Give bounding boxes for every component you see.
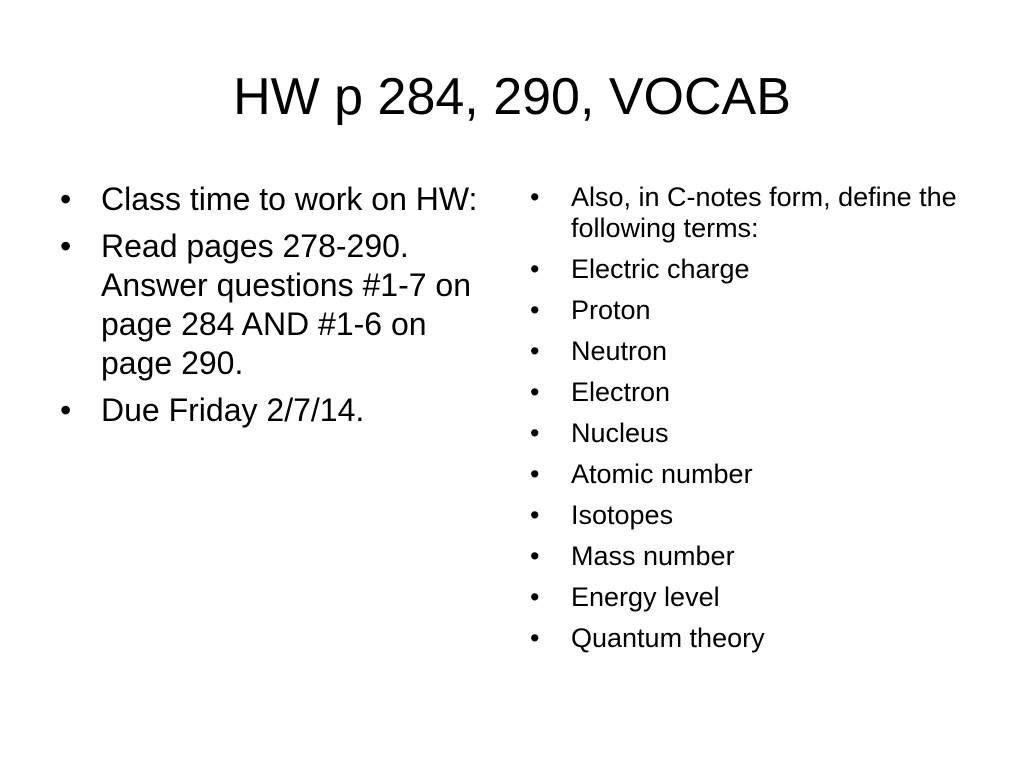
bullet-item-instructions: • Also, in C-notes form, define the following terms: [530,182,980,244]
right-bullet-list [530,182,980,663]
vocab-item-proton: • Proton [530,294,980,326]
slide-title: HW p 284, 290, VOCAB [233,68,791,126]
vocab-item-electric-charge: • Electric charge [530,253,980,285]
bullet-item-class-time: • Class time to work on HW: [60,180,480,219]
vocab-item-mass-number: • Mass number [530,540,980,572]
bullet-item-read-pages: • Read pages 278-290. Answer questions #1-7 on page 284 AND #1-6 on page 290. [60,227,480,383]
vocab-item-neutron: • Neutron [530,335,980,367]
vocab-item-electron: • Electron [530,376,980,408]
vocab-item-energy-level: • Energy level [530,581,980,613]
vocab-item-atomic-number: • Atomic number [530,458,980,490]
vocab-item-quantum-theory: • Quantum theory [530,622,980,654]
vocab-item-isotopes: • Isotopes [530,499,980,531]
vocab-item-nucleus: • Nucleus [530,417,980,449]
left-bullet-list [60,180,480,438]
bullet-item-due-date: • Due Friday 2/7/14. [60,391,480,430]
